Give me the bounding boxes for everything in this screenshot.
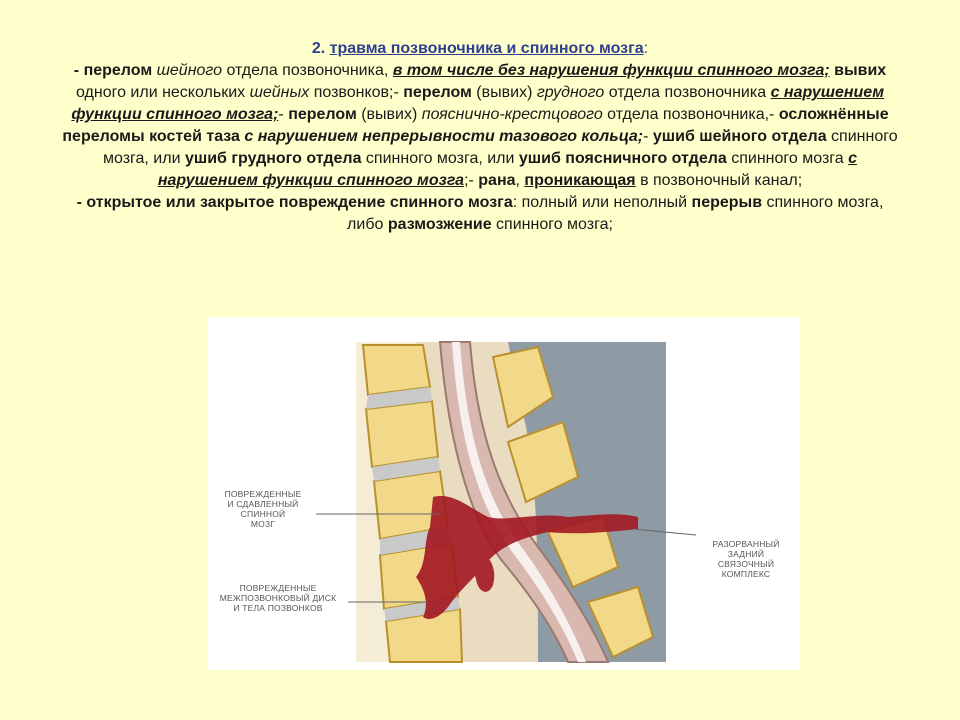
text-run: отдела позвоночника	[604, 84, 771, 101]
label-line: ЗАДНИЙ	[727, 549, 765, 559]
text-run: (вывих)	[471, 84, 537, 101]
label-line: СВЯЗОЧНЫЙ	[717, 559, 775, 569]
label-line: И ТЕЛА ПОЗВОНКОВ	[233, 603, 323, 613]
text-run: пояснично-крестцового	[421, 106, 603, 123]
text-run: спинного мозга;	[491, 216, 613, 233]
text-run: вывих	[829, 62, 887, 79]
text-run: ,	[515, 172, 525, 189]
label-line: СПИННОЙ	[240, 509, 286, 519]
label-line: МОЗГ	[250, 519, 276, 529]
text-run: спинного мозга, либо	[347, 194, 884, 233]
paragraph-injury-list	[62, 60, 898, 192]
label-torn-ligament	[696, 539, 796, 579]
vertebra-2	[366, 401, 438, 467]
text-run: : полный или неполный	[512, 194, 692, 211]
label-damaged-cord	[208, 489, 318, 529]
text-run: -	[278, 106, 289, 123]
text-run: с нарушением непрерывности тазового кольца;	[244, 128, 644, 145]
text-run: спинного мозга, или	[361, 150, 519, 167]
heading	[62, 38, 898, 60]
text-run: ;-	[464, 172, 479, 189]
heading-number: 2.	[311, 40, 330, 57]
label-line: МЕЖПОЗВОНКОВЫЙ ДИСК	[219, 593, 337, 603]
text-run: (вывих)	[356, 106, 422, 123]
text-run: ушиб грудного отдела	[184, 150, 362, 167]
text-run: с нарушением функции спинного мозга;	[71, 84, 885, 123]
text-run: спинного мозга	[726, 150, 849, 167]
text-run: шейных	[249, 84, 310, 101]
text-run: в позвоночный канал;	[635, 172, 803, 189]
heading-colon: :	[643, 40, 649, 57]
text-run: - перелом	[73, 62, 157, 79]
label-line: РАЗОРВАННЫЙ	[712, 539, 780, 549]
label-line: ПОВРЕЖДЕННЫЕ	[224, 489, 302, 499]
text-run: в том числе без нарушения функции спинного мозга;	[392, 62, 830, 79]
paragraph-cord-damage	[62, 192, 898, 236]
text-run: с нарушением функции спинного мозга	[157, 150, 858, 189]
heading-title: травма позвоночника и спинного мозга	[329, 40, 644, 57]
text-run: - открытое или закрытое повреждение спинного мозга	[76, 194, 513, 211]
text-run: грудного	[536, 84, 605, 101]
text-run: рана	[478, 172, 516, 189]
text-run: отдела позвоночника,	[222, 62, 393, 79]
text-run: шейного	[156, 62, 222, 79]
spine-injury-illustration	[208, 317, 800, 670]
text-run: позвонков;-	[309, 84, 404, 101]
text-run: проникающая	[524, 172, 636, 189]
label-line: И СДАВЛЕННЫЙ	[227, 499, 299, 509]
text-run: отдела позвоночника,-	[602, 106, 779, 123]
text-run: спинного мозга, или	[102, 128, 898, 167]
text-block	[62, 38, 898, 236]
text-run: одного или нескольких	[75, 84, 250, 101]
text-run: размозжение	[387, 216, 492, 233]
label-line: КОМПЛЕКС	[721, 569, 771, 579]
text-run: -	[643, 128, 653, 145]
label-damaged-disc	[208, 583, 348, 613]
text-run: перелом	[403, 84, 472, 101]
text-run: ушиб шейного отдела	[652, 128, 827, 145]
text-run: перерыв	[691, 194, 763, 211]
text-run: ушиб поясничного отдела	[518, 150, 727, 167]
text-run: перелом	[288, 106, 357, 123]
text-run: осложнённые переломы костей таза	[62, 106, 889, 145]
vertebra-1	[363, 345, 430, 395]
label-line: ПОВРЕЖДЕННЫЕ	[239, 583, 317, 593]
